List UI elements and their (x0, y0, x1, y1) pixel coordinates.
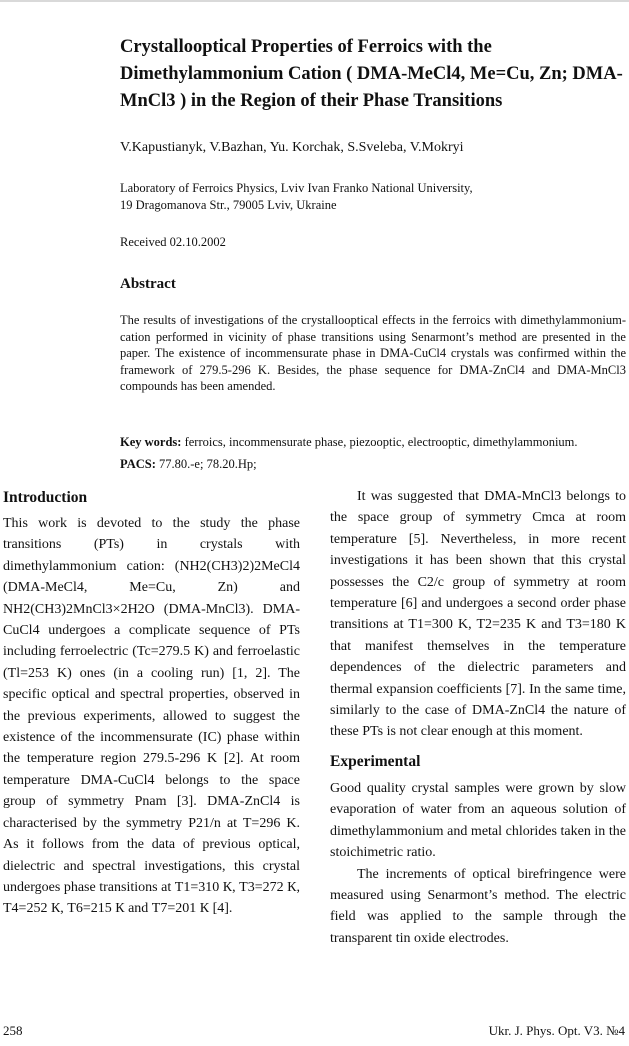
journal-reference: Ukr. J. Phys. Opt. V3. №4 (488, 1023, 625, 1038)
received-date: Received 02.10.2002 (120, 235, 226, 249)
paper-title: Crystallooptical Properties of Ferroics with the Dimethylammonium Cation ( DMA-MeCl4, Me=Cu, Zn; DMA-MnCl3 ) in the Region of their Phase Transitions (120, 37, 623, 111)
pacs-text: 77.80.-e; 78.20.Hp; (159, 457, 257, 471)
introduction-continued: It was suggested that DMA-MnCl3 belongs to the space group of symmetry Cmca at room temperature [5]. Nevertheless, in more recent investigations it has been shown that this crystal possesses the C2/c group of symmetry at room temperature [6] and undergoes a second order phase transitions at T1=300 K, T2=235 K and T3=180 K that manifest themselves in the temperature dependences of the dielectric parameters and thermal expansion coefficients [7]. In the same time, similarly to the case of DMA-ZnCl4 the nature of these PTs is not clear enough at this moment. (330, 489, 626, 740)
right-column (330, 486, 626, 949)
affiliation (120, 180, 626, 213)
introduction-heading: Introduction (3, 489, 88, 506)
page-number: 258 (3, 1023, 23, 1038)
keywords (120, 434, 626, 450)
authors: V.Kapustianyk, V.Bazhan, Yu. Korchak, S.Sveleba, V.Mokryi (120, 140, 464, 155)
abstract-heading: Abstract (120, 276, 176, 292)
keywords-label: Key words: (120, 435, 182, 449)
affiliation-line-1: Laboratory of Ferroics Physics, Lviv Ivan Franko National University, (120, 181, 473, 195)
abstract-text: The results of investigations of the crystallooptical effects in the ferroics with dimethylammonium-cation performed in vicinity of phase transitions using Senarmont’s method are presented in the paper. The existence of incommensurate phase in DMA-CuCl4 crystals was confirmed within the framework of 279.5-296 K. Besides, the phase sequence for DMA-ZnCl4 and DMA-MnCl3 compounds has been amended. (120, 313, 626, 393)
affiliation-line-2: 19 Dragomanova Str., 79005 Lviv, Ukraine (120, 197, 337, 212)
experimental-paragraph-1: Good quality crystal samples were grown by slow evaporation of water from an aqueous solution of dimethylammonium and metal chlorides taken in the stoichimetric ratio. (330, 780, 626, 861)
experimental-paragraph-2: The increments of optical birefringence were measured using Senarmont’s method. The electric field was applied to the sample through the transparent tin oxide electrodes. (330, 866, 626, 946)
introduction-text: This work is devoted to the study the phase transitions (PTs) in crystals with dimethylammonium cation: (NH2(CH3)2)2MeCl4 (DMA-MeCl4, Me=Cu, Zn) and NH2(CH3)2MnCl3×2H2O (DMA-MnCl3). DMA-CuCl4 undergoes a complicate sequence of PTs including ferroelectric (Tc=279.5 K) and ferroelastic (Tl=253 K) ones (in a cooling run) [1, 2]. The specific optical and spectral properties, observed in the previous experiments, allowed to suggest the existence of the incommensurate (IC) phase within the temperature region 279.5-296 K [2]. At room temperature DMA-CuCl4 belongs to the space group of symmetry Pnam [3]. DMA-ZnCl4 is characterised by the symmetry P21/n at T=296 K. As it follows from the data of previous optical, dielectric and spectral investigations, this crystal undergoes phase transitions at Т1=310 К, Т3=272 К, Т4=252 К, Т6=215 К and Т7=201 К [4]. (3, 516, 300, 917)
pacs-label: PACS: (120, 457, 156, 471)
left-column (3, 486, 300, 920)
keywords-text: ferroics, incommensurate phase, piezooptic, electrooptic, dimethylammonium. (184, 435, 578, 449)
experimental-heading: Experimental (330, 752, 421, 770)
top-rule (0, 0, 629, 2)
pacs (120, 456, 626, 472)
